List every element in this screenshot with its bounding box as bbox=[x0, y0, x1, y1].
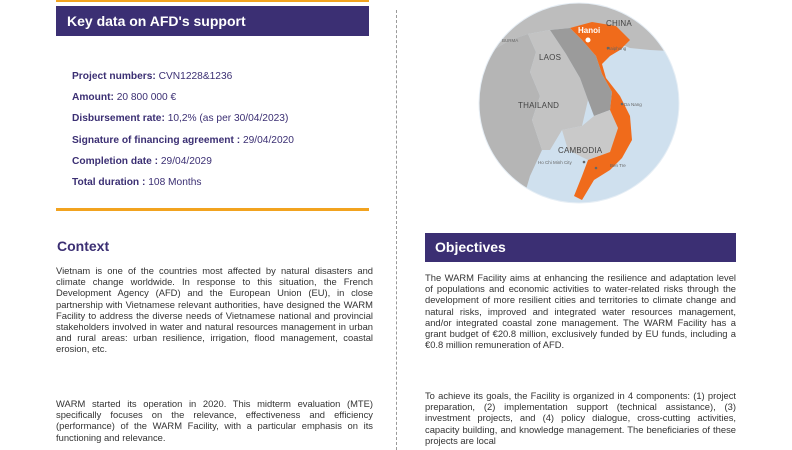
key-data-divider bbox=[56, 208, 369, 211]
map-label-laos: LAOS bbox=[539, 53, 562, 62]
map-label-haiphong: Haiphong bbox=[607, 46, 627, 51]
key-data-row-amount bbox=[72, 92, 176, 103]
key-data-row-signature bbox=[72, 135, 294, 146]
row-label: Disbursement rate: bbox=[72, 113, 165, 124]
row-value: 20 800 000 € bbox=[116, 92, 177, 103]
map-label-bentre: Ben Tre bbox=[610, 163, 626, 168]
row-label: Signature of financing agreement : bbox=[72, 135, 241, 146]
row-label: Completion date : bbox=[72, 156, 159, 167]
map-label-burma: BURMA bbox=[502, 38, 519, 43]
row-value: 10,2% (as per 30/04/2023) bbox=[167, 113, 289, 124]
context-title: Context bbox=[57, 238, 110, 254]
key-data-banner bbox=[56, 6, 369, 36]
objectives-paragraph-2: To achieve its goals, the Facility is organized in 4 components: (1) project preparation, (2) implementation support (technical assistance), (3) investment projects, and (4) policy dialogue, cross-cutting activities, capacity building, and knowledge management. The beneficiaries of these projects are local bbox=[425, 390, 736, 446]
row-label: Project numbers: bbox=[72, 71, 156, 82]
map-label-danang: Da Nang bbox=[624, 102, 642, 107]
objectives-paragraph-1: The WARM Facility aims at enhancing the resilience and adaptation level of populations and economic activities to water-related risks through the development of more resilient cities and territories to climate change and natural risks, improved and integrated water resources management, and/or integrated coastal zone management. The WARM Facility has a grant budget of €20.8 million, exclusively funded by EU funds, including a €0.8 million remuneration of AFD. bbox=[425, 272, 736, 351]
row-label: Amount: bbox=[72, 92, 114, 103]
key-data-row-completion bbox=[72, 156, 212, 167]
context-paragraph-1: Vietnam is one of the countries most affected by natural disasters and climate change worldwide. In response to this situation, the French Development Agency (AFD) and the European Union (EU), in close partnership with Vietnamese relevant authorities, have designed the WARM Facility to address the diverse needs of Vietnamese national and provincial stakeholders involved in water and natural resources management in urban and rural areas: urban resilience, irrigation, flood management, coastal erosion, etc. bbox=[56, 265, 373, 355]
row-value: 29/04/2020 bbox=[242, 135, 294, 146]
map-label-hcmc: Ho Chi Minh City bbox=[538, 160, 572, 165]
key-data-title: Key data on AFD's support bbox=[67, 13, 246, 29]
row-value: 108 Months bbox=[148, 177, 202, 188]
objectives-title: Objectives bbox=[435, 239, 506, 255]
objectives-banner bbox=[425, 233, 736, 262]
key-data-row-disbursement bbox=[72, 113, 288, 124]
key-data-row-duration bbox=[72, 177, 201, 188]
map-label-thailand: THAILAND bbox=[518, 101, 560, 110]
column-divider bbox=[396, 10, 397, 450]
vietnam-map bbox=[470, 0, 688, 218]
top-divider bbox=[56, 0, 369, 2]
key-data-row-project-numbers bbox=[72, 71, 232, 82]
row-value: CVN1228&1236 bbox=[158, 71, 233, 82]
map-label-china: CHINA bbox=[606, 19, 632, 28]
row-value: 29/04/2029 bbox=[160, 156, 212, 167]
row-label: Total duration : bbox=[72, 177, 146, 188]
context-paragraph-2: WARM started its operation in 2020. This midterm evaluation (MTE) specifically focuses on the relevance, effectiveness and efficiency (performance) of the WARM Facility, with a particular emphasis on its functioning and relevance. bbox=[56, 398, 373, 443]
map-label-hanoi: Hanoi bbox=[578, 26, 601, 35]
map-label-cambodia: CAMBODIA bbox=[558, 146, 603, 155]
